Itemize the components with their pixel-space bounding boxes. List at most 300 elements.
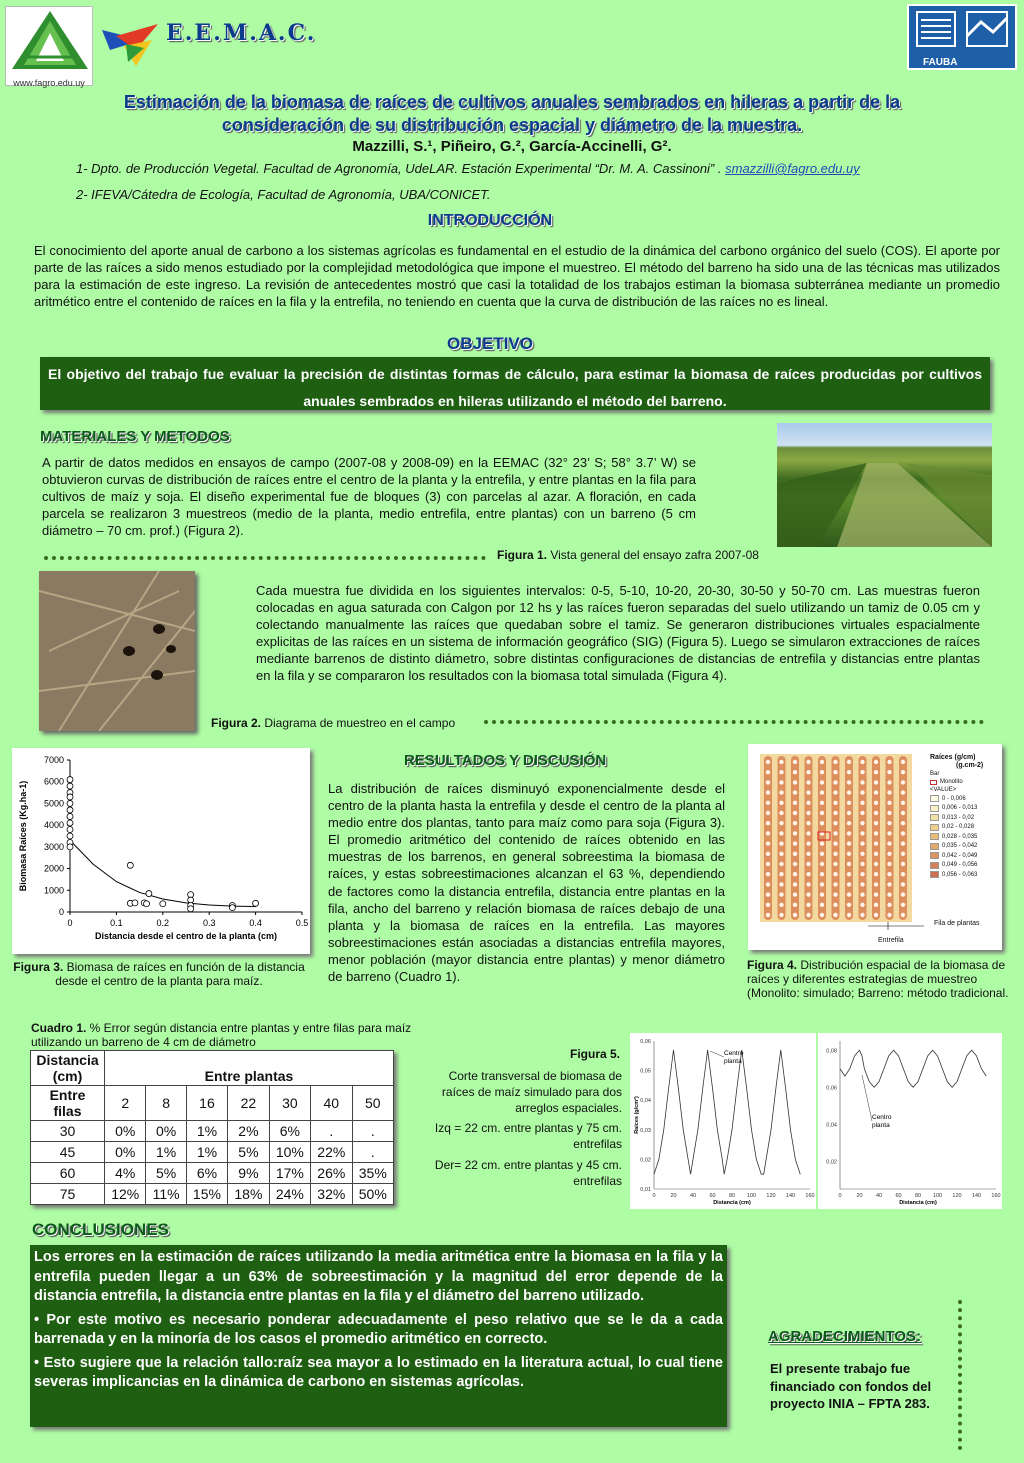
table-cell: 10% — [269, 1142, 310, 1163]
table-cell: 35% — [352, 1163, 393, 1184]
annotation-line: Centro — [872, 1114, 892, 1121]
table-cell: 5% — [228, 1142, 269, 1163]
plant — [793, 780, 797, 784]
y-tick-label: 0,05 — [640, 1068, 651, 1075]
plant — [806, 903, 810, 907]
x-axis-label: Distancia (cm) — [713, 1200, 751, 1206]
plant — [806, 821, 810, 825]
data-point — [67, 826, 73, 832]
legend-item — [930, 804, 1000, 814]
table-cell: . — [311, 1121, 352, 1142]
conclusion-3: • Esto sugiere que la relación tallo:raíz sea mayor a lo estimado en la literatura actual, lo cual tiene severas implicancias en la dinámica de carbono en sistemas agrícolas. — [34, 1354, 723, 1390]
plant — [779, 831, 783, 835]
plant — [901, 790, 905, 794]
fig5-right-line-plot — [818, 1033, 1002, 1209]
plant — [766, 811, 770, 815]
objective-heading: OBJETIVO — [447, 334, 533, 353]
y-tick-label: 3000 — [43, 841, 64, 852]
fig5-text-3: Der= 22 cm. entre plantas y 45 cm. entrefilas — [434, 1158, 622, 1188]
legend-item-label: 0,042 - 0,049 — [942, 852, 978, 859]
plant — [793, 892, 797, 896]
error-table — [30, 1050, 394, 1205]
table-cell: 11% — [146, 1184, 186, 1205]
x-tick-label: 120 — [766, 1193, 776, 1199]
legend-item-label: 0,028 - 0,035 — [942, 833, 978, 840]
plant — [833, 841, 837, 845]
plant — [847, 760, 851, 764]
plant — [860, 770, 864, 774]
author-email-link[interactable]: smazzilli@fagro.edu.uy — [725, 161, 860, 176]
intro-heading: INTRODUCCIÓN — [427, 212, 553, 229]
plant — [793, 831, 797, 835]
series-line — [840, 1050, 986, 1087]
data-point — [67, 794, 73, 800]
plant — [874, 801, 878, 805]
legend-item-label: 0,006 - 0,013 — [942, 805, 978, 812]
plant — [874, 790, 878, 794]
plant — [847, 811, 851, 815]
row-header: 30 — [31, 1121, 105, 1142]
annotation-pointer — [862, 1075, 872, 1121]
plant — [833, 780, 837, 784]
plant — [779, 862, 783, 866]
y-tick-label: 0,02 — [826, 1159, 837, 1166]
plant — [820, 790, 824, 794]
plant — [793, 882, 797, 886]
plant — [820, 841, 824, 845]
methods-text-2: Cada muestra fue dividida en los siguientes intervalos: 0-5, 5-10, 10-20, 20-30, 30-50 y 50-70 cm. Las muestras fueron colocadas en agua saturada con Calgon por 12 hs y las raíces fueron separadas del suelo utilizando un tamiz de 0.05 cm y colectando manualmente las raíces que quedaban sobre el tamiz. Se generaron distribuciones virtuales espacialmente explicitas de las raíces en un sistema de información geográfico (SIG) (Figura 5). Luego se simularon extracciones de raíces mediante barrenos de distinto diámetro, sobre distintas configuraciones de distancias de entrefila y distancias entre plantas en la fila y se compararon los resultados con la biomasa total simulada (Figura 4). — [256, 583, 980, 683]
table-cell: . — [352, 1121, 393, 1142]
plant — [887, 831, 891, 835]
data-point — [127, 862, 133, 868]
header-entre-plantas: Entre plantas — [105, 1051, 394, 1086]
legend-item-label: 0,035 - 0,042 — [942, 843, 978, 850]
conclusion-2: • Por este motivo es necesario ponderar adecuadamente el peso relativo que se le da a cada barrenada y en la minoría de los casos el promedio aritmético en correcto. — [34, 1311, 723, 1347]
table-cell: 9% — [228, 1163, 269, 1184]
plant — [887, 841, 891, 845]
legend-bar-label: Bar — [930, 771, 940, 777]
x-tick-label: 60 — [709, 1193, 716, 1199]
col-header-2: 2 — [105, 1086, 146, 1121]
plant — [766, 780, 770, 784]
fauba-text: FAUBA — [923, 57, 958, 68]
plant — [793, 821, 797, 825]
plant — [833, 872, 837, 876]
data-point — [67, 777, 73, 783]
plant — [887, 852, 891, 856]
x-tick-label: 60 — [895, 1193, 902, 1199]
table-cell: 18% — [228, 1184, 269, 1205]
x-tick-label: 0 — [652, 1193, 656, 1199]
x-tick-label: 0.1 — [110, 918, 123, 928]
plant — [779, 882, 783, 886]
logo-fauba — [907, 4, 1017, 70]
plant — [847, 801, 851, 805]
data-point — [146, 891, 152, 897]
legend-item-label: 0,013 - 0,02 — [942, 814, 975, 821]
x-tick-label: 0.3 — [202, 918, 216, 928]
plant — [860, 913, 864, 917]
legend-item-label: 0 - 0,006 — [942, 795, 966, 802]
logo-url: www.fagro.edu.uy — [13, 78, 85, 88]
plant — [860, 841, 864, 845]
fig4-caption-text: Distribución espacial de la biomasa de raíces y diferentes estrategias de muestreo (Monolito: simulado; Barreno: método tradicional. — [747, 958, 1009, 1000]
y-tick-label: 0,06 — [826, 1085, 837, 1092]
table-cell: 1% — [146, 1142, 186, 1163]
fauba-logo-icon — [909, 6, 1015, 52]
table-cell: 22% — [311, 1142, 352, 1163]
x-tick-label: 0.5 — [295, 918, 309, 928]
plant — [887, 913, 891, 917]
fig4-map — [748, 744, 1002, 950]
fila-label: Fila de plantas — [934, 920, 980, 927]
col-header-8: 8 — [146, 1086, 186, 1121]
y-axis-label: Biomasa Raíces (Kg.ha-1) — [18, 780, 28, 892]
plant — [860, 821, 864, 825]
x-tick-label: 80 — [914, 1193, 922, 1199]
conclusions-box — [30, 1245, 727, 1427]
data-point — [188, 906, 194, 912]
x-axis-label: Distancia desde el centro de la planta (cm) — [94, 931, 278, 941]
legend-item — [930, 813, 1000, 823]
plant — [860, 811, 864, 815]
x-tick-label: 0 — [838, 1193, 842, 1199]
y-tick-label: 0 — [58, 907, 64, 917]
fig1-label: Figura 1. — [497, 548, 548, 562]
plant — [901, 811, 905, 815]
legend-item — [930, 851, 1000, 861]
plant — [874, 903, 878, 907]
plant — [901, 872, 905, 876]
ack-heading: AGRADECIMIENTOS: — [768, 1328, 922, 1345]
plant — [901, 780, 905, 784]
y-tick-label: 1000 — [43, 885, 64, 896]
plant — [820, 801, 824, 805]
fig3-caption — [8, 960, 310, 988]
plant — [887, 780, 891, 784]
fig5-label: Figura 5. — [570, 1047, 621, 1061]
table-header-row — [31, 1051, 394, 1086]
fig4-legend — [930, 754, 1000, 880]
legend-item — [930, 842, 1000, 852]
plant — [833, 831, 837, 835]
plant — [847, 882, 851, 886]
intro-text: El conocimiento del aporte anual de carbono a los sistemas agrícolas es fundamental en el estudio de la dinámica del carbono orgánico del suelo (COS). El aporte por parte de las raíces a sido menos estudiado por la complejidad metodológica que impone el muestreo. El método del barreno ha sido una de las técnicas mas utilizados para la estimación de este ingreso. La revisión de antecedentes mostró que casi la totalidad de los trabajos estiman la biomasa subterránea mediante un promedio aritmético entre el contenido de raíces en la fila y la entrefila, no teniendo en cuenta que la curva de distribución de las raíces no es lineal. — [34, 243, 1000, 309]
org-name: E.E.M.A.C. — [166, 20, 317, 46]
y-tick-label: 0,04 — [826, 1122, 837, 1129]
x-tick-label: 140 — [785, 1193, 796, 1199]
plant — [874, 821, 878, 825]
plant — [847, 821, 851, 825]
plant — [779, 852, 783, 856]
y-tick-label: 0,04 — [640, 1098, 651, 1105]
results-text: La distribución de raíces disminuyó exponencialmente desde el centro de la planta hasta la entrefila y desde el centro de la planta al medio entre dos plantas, tanto para maíz como para soja (Figura 3). El promedio aritmético del contenido de raíces obtenido en las muestras de los barrenos, en general sobreestima la biomasa de raíces, y estas sobreestimaciones alcanzan el 63 %, dependiendo de factores como la distancia entrefila, distancia entre plantas en la fila, ancho del barreno y relación biomasa de raíces debajo de una planta y la biomasa de raíces en la entrefila. Las mayores sobreestimaciones están asociadas a distancias entrefila mayores, menor población (mayor distancia entre plantas) y menor diámetro de barreno (Cuadro 1). — [328, 781, 725, 985]
x-tick-label: 140 — [971, 1193, 982, 1199]
plant — [779, 892, 783, 896]
legend-item — [930, 794, 1000, 804]
table-cell: 0% — [105, 1142, 146, 1163]
plant — [901, 760, 905, 764]
x-tick-label: 20 — [670, 1193, 677, 1199]
plant — [779, 780, 783, 784]
y-tick-label: 0,03 — [640, 1127, 651, 1134]
plant — [874, 841, 878, 845]
plant — [766, 862, 770, 866]
plant — [847, 903, 851, 907]
legend-swatch — [930, 843, 939, 850]
data-point — [67, 813, 73, 819]
plant — [766, 770, 770, 774]
x-tick-label: 40 — [875, 1193, 883, 1199]
plant — [887, 811, 891, 815]
plant — [779, 760, 783, 764]
table-cell: 24% — [269, 1184, 310, 1205]
plant — [766, 790, 770, 794]
plant — [860, 780, 864, 784]
plant — [901, 882, 905, 886]
plant — [793, 790, 797, 794]
table-cell: 0% — [105, 1121, 146, 1142]
plant — [901, 913, 905, 917]
plant — [860, 852, 864, 856]
fig1-caption — [497, 548, 759, 562]
logo-fagro — [5, 6, 93, 86]
legend-item — [930, 832, 1000, 842]
table-cell: 4% — [105, 1163, 146, 1184]
table-cell: 0% — [146, 1121, 186, 1142]
plant — [766, 882, 770, 886]
plant — [874, 892, 878, 896]
legend-swatch — [930, 871, 939, 878]
plant — [874, 780, 878, 784]
plant — [901, 821, 905, 825]
plant — [887, 882, 891, 886]
legend-swatch — [930, 795, 939, 802]
methods-heading: MATERIALES Y METODOS — [40, 428, 230, 445]
plant — [766, 913, 770, 917]
plant — [887, 872, 891, 876]
plant — [887, 801, 891, 805]
data-point — [144, 901, 150, 907]
table-cell: 1% — [186, 1142, 227, 1163]
legend-swatch — [930, 833, 939, 840]
x-tick-label: 40 — [689, 1193, 697, 1199]
plant — [779, 913, 783, 917]
plant — [766, 841, 770, 845]
field-photo — [777, 423, 992, 547]
plant — [766, 831, 770, 835]
eemac-bird-icon — [102, 20, 162, 70]
plant — [874, 811, 878, 815]
plant — [887, 892, 891, 896]
plant — [806, 831, 810, 835]
plant — [766, 852, 770, 856]
plant — [874, 882, 878, 886]
plant — [874, 852, 878, 856]
table-cell: 1% — [186, 1121, 227, 1142]
col-header-50: 50 — [352, 1086, 393, 1121]
fig3-label: Figura 3. — [13, 960, 64, 974]
plant — [860, 801, 864, 805]
divider — [484, 720, 984, 724]
data-point — [253, 900, 259, 906]
fit-curve — [70, 840, 256, 906]
plant — [847, 790, 851, 794]
plant — [793, 903, 797, 907]
table-cell: 32% — [311, 1184, 352, 1205]
plant — [833, 913, 837, 917]
table-cell: 5% — [146, 1163, 186, 1184]
plant — [793, 841, 797, 845]
legend-bar — [930, 770, 1000, 778]
table-caption-label: Cuadro 1. — [31, 1021, 87, 1035]
plant — [806, 872, 810, 876]
fig2-caption — [211, 716, 455, 730]
poster-title-line2: consideración de su distribución espacial y diámetro de la muestra. — [221, 115, 803, 135]
plant — [793, 770, 797, 774]
plant — [820, 872, 824, 876]
x-tick-label: 100 — [932, 1193, 943, 1199]
legend-item-label: 0,02 - 0,028 — [942, 824, 975, 831]
legend-swatch — [930, 814, 939, 821]
table-cell: 6% — [269, 1121, 310, 1142]
y-tick-label: 0,02 — [640, 1157, 651, 1164]
plant — [806, 882, 810, 886]
legend-item — [930, 823, 1000, 833]
legend-unit: (g.cm-2) — [956, 762, 984, 769]
plant — [887, 821, 891, 825]
plant — [874, 872, 878, 876]
table-body — [31, 1121, 394, 1205]
legend-item — [930, 861, 1000, 871]
legend-title: Raíces (g/cm) — [930, 754, 976, 761]
plant — [901, 841, 905, 845]
soil-photo — [39, 571, 195, 731]
plant — [820, 852, 824, 856]
plant — [806, 852, 810, 856]
y-tick-label: 7000 — [43, 755, 64, 765]
plant — [887, 862, 891, 866]
plant — [874, 831, 878, 835]
plant — [806, 760, 810, 764]
plant — [793, 872, 797, 876]
plant — [833, 892, 837, 896]
header-distancia: Distancia (cm) — [31, 1051, 105, 1086]
data-point — [67, 833, 73, 839]
plant — [833, 770, 837, 774]
plant — [766, 760, 770, 764]
plant — [887, 770, 891, 774]
authors: Mazzilli, S.¹, Piñeiro, G.², García-Accinelli, G². — [352, 138, 672, 155]
ack-text: El presente trabajo fue financiado con fondos del proyecto INIA – FPTA 283. — [770, 1361, 932, 1411]
fig5-left-chart — [630, 1033, 816, 1209]
plant — [793, 913, 797, 917]
y-tick-label: 5000 — [43, 798, 64, 809]
plant — [820, 903, 824, 907]
centro-planta-label — [872, 1114, 892, 1129]
legend-item-label: 0,049 - 0,056 — [942, 862, 978, 869]
fig2-caption-text: Diagrama de muestreo en el campo — [261, 716, 456, 730]
plant — [766, 801, 770, 805]
plant — [847, 770, 851, 774]
table-caption-text: % Error según distancia entre plantas y entre filas para maíz utilizando un barreno de 4 cm de diámetro — [31, 1021, 412, 1049]
plant — [779, 770, 783, 774]
table-row — [31, 1121, 394, 1142]
plant — [833, 760, 837, 764]
table-cell: 6% — [186, 1163, 227, 1184]
affiliation-1-text: 1- Dpto. de Producción Vegetal. Facultad de Agronomía, UdeLAR. Estación Experimental “Dr. M. A. Cassinoni” . — [76, 161, 726, 176]
fig5-left-line-plot — [630, 1033, 816, 1209]
table-cell: 2% — [228, 1121, 269, 1142]
annotation-line: planta — [872, 1122, 890, 1129]
methods-text-1: A partir de datos medidos en ensayos de campo (2007-08 y 2008-09) en la EEMAC (32° 23’ S; 58° 3.7’ W) se obtuvieron curvas de distribución de raíces entre el centro de la planta y la entrefila, y entre plantas en la fila para cultivos de maíz y soja. El diseño experimental fue de bloques (3) con parcelas al azar. A floración, en cada parcela se realizaron 3 muestreos (medio de la planta, medio entrefila, entre plantas) con un barreno (5 cm diámetro – 70 cm. prof.) (Figura 2). — [42, 455, 696, 538]
table-cell: 17% — [269, 1163, 310, 1184]
y-tick-label: 2000 — [43, 863, 64, 874]
x-tick-label: 120 — [952, 1193, 962, 1199]
soil-photo-image — [39, 571, 195, 731]
data-point — [132, 900, 138, 906]
plant — [793, 852, 797, 856]
plant — [766, 903, 770, 907]
x-tick-label: 0.2 — [156, 918, 170, 928]
fig3-chart — [12, 748, 310, 954]
x-tick-label: 160 — [805, 1193, 815, 1199]
plant — [887, 790, 891, 794]
data-point — [67, 820, 73, 826]
plant — [874, 862, 878, 866]
plant — [833, 821, 837, 825]
fig5-right-chart — [818, 1033, 1002, 1209]
poster-title-line1: Estimación de la biomasa de raíces de cultivos anuales sembrados en hileras a partir de la — [123, 92, 901, 112]
entrefila-label: Entrefila — [878, 937, 904, 944]
data-point — [67, 844, 73, 850]
y-tick-label: 6000 — [43, 776, 64, 787]
plant — [833, 801, 837, 805]
row-header: 45 — [31, 1142, 105, 1163]
x-tick-label: 100 — [746, 1193, 757, 1199]
table-caption — [31, 1021, 431, 1049]
annotation-pointer — [710, 1051, 724, 1057]
conclusion-1: Los errores en la estimación de raíces utilizando la media aritmética entre la biomasa en la fila y la entrefila pueden llegar a un 63% de sobreestimación y la magnitud del error depende de la distancia entrefila, la distancia entre plantas en la fila y el diámetro del barreno utilizado. — [34, 1249, 723, 1304]
plant — [833, 790, 837, 794]
plant — [820, 760, 824, 764]
plant — [779, 821, 783, 825]
plant — [887, 903, 891, 907]
x-tick-label: 80 — [728, 1193, 736, 1199]
plant — [860, 862, 864, 866]
affiliation-2: 2- IFEVA/Cátedra de Ecología, Facultad de Agronomía, UBA/CONICET. — [76, 187, 491, 202]
row-header: 60 — [31, 1163, 105, 1184]
plant — [820, 770, 824, 774]
plant — [901, 852, 905, 856]
plant — [793, 862, 797, 866]
centro-planta-label — [724, 1050, 744, 1065]
plant — [847, 862, 851, 866]
x-tick-label: 160 — [991, 1193, 1001, 1199]
fig4-caption — [747, 958, 1017, 1000]
field-photo-image — [777, 423, 992, 547]
table-cell: 50% — [352, 1184, 393, 1205]
plant — [847, 913, 851, 917]
plant — [847, 841, 851, 845]
data-point — [67, 800, 73, 806]
plant — [820, 780, 824, 784]
fig3-caption-text: Biomasa de raíces en función de la distancia desde el centro de la planta para maíz. — [55, 960, 305, 988]
fig5-text-2: Izq = 22 cm. entre plantas y 75 cm. entrefilas — [434, 1121, 622, 1151]
plant — [833, 903, 837, 907]
plant — [779, 872, 783, 876]
annotation-line: planta — [724, 1058, 742, 1065]
